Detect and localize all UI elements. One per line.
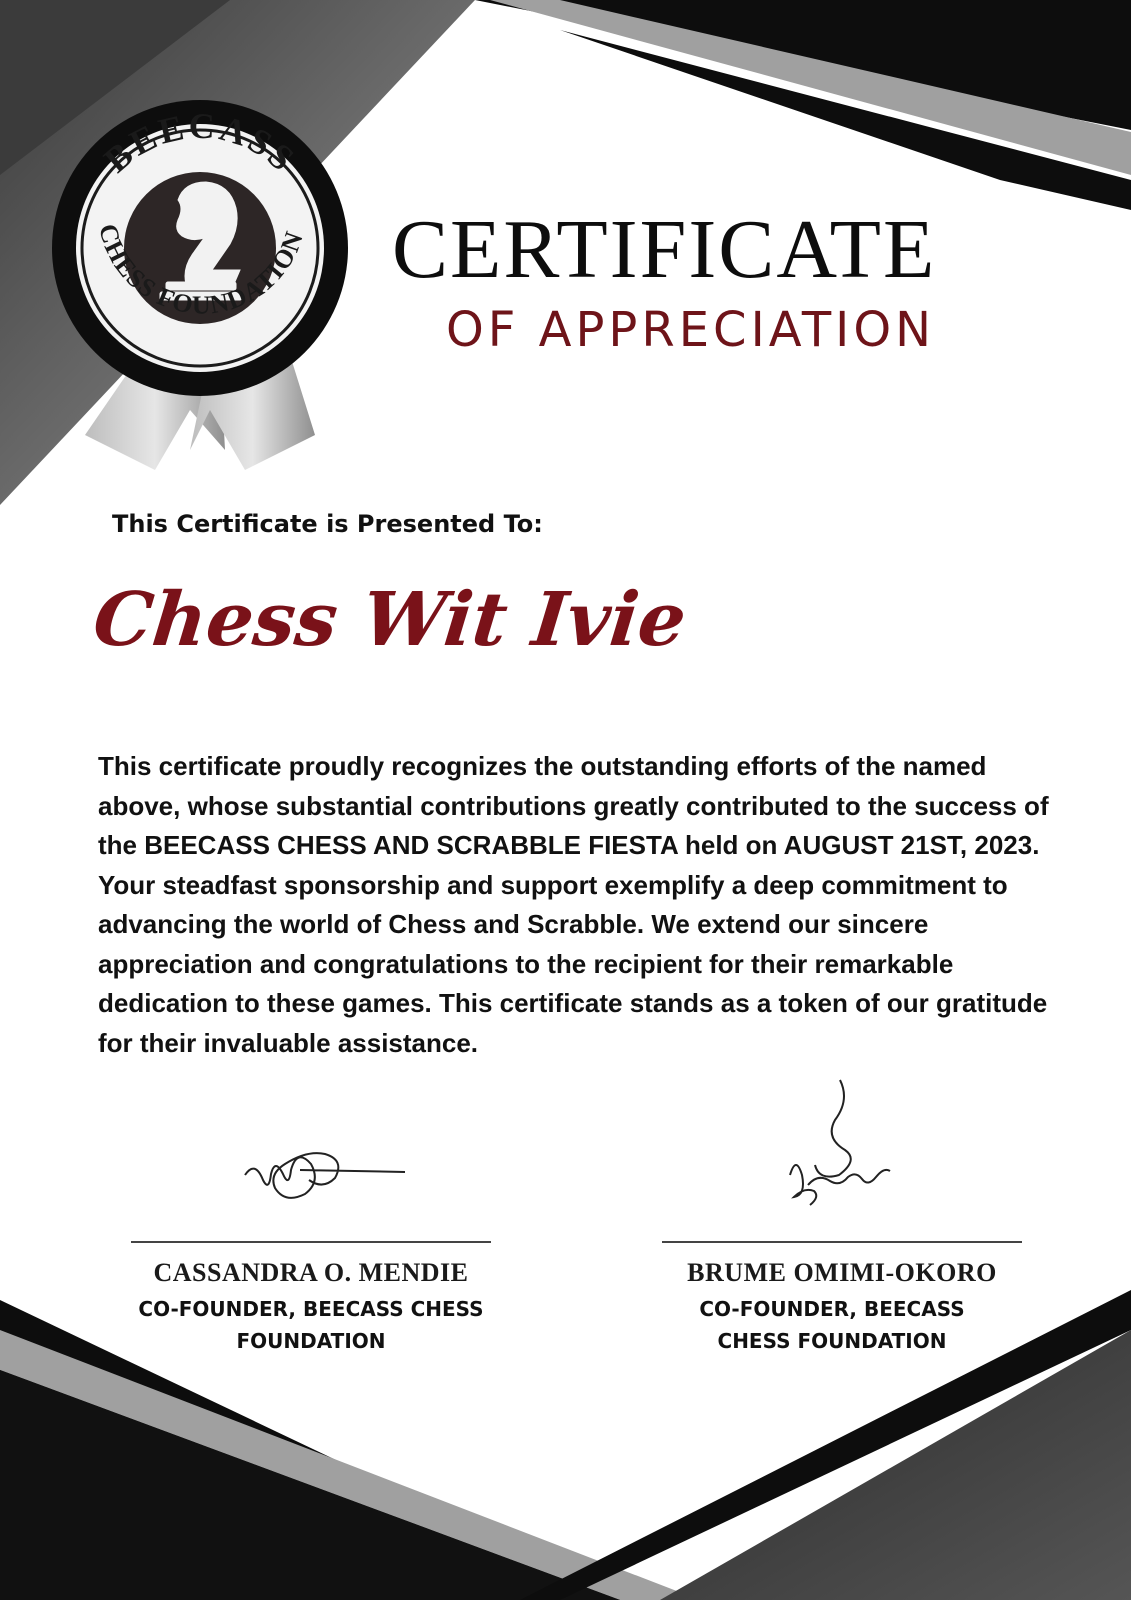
signature-line-1 — [131, 1241, 491, 1243]
signatory-1-role: CO-FOUNDER, BEECASS CHESS FOUNDATION — [138, 1297, 484, 1353]
signatory-2-name: BRUME OMIMI-OKORO — [687, 1258, 997, 1287]
presented-to-label: This Certificate is Presented To: — [112, 510, 543, 538]
signatory-1-name: CASSANDRA O. MENDIE — [153, 1258, 469, 1287]
signatory-2-role: CO-FOUNDER, BEECASS CHESS FOUNDATION — [699, 1297, 965, 1353]
certificate-title: CERTIFICATE — [392, 203, 937, 296]
svg-text:CHESS FOUNDATION — [93, 221, 309, 320]
seal-bottom-text: CHESS FOUNDATION — [93, 220, 309, 320]
signature-line-2 — [662, 1241, 1022, 1243]
seal-top-text: BEECASS — [96, 105, 304, 181]
svg-text:BEECASS — [96, 106, 304, 181]
signature-2 — [780, 1075, 920, 1225]
recipient-name: Chess Wit Ivie — [89, 577, 691, 663]
bottom-left-black-stripe — [0, 1370, 620, 1600]
certificate-body-text: This certificate proudly recognizes the outstanding efforts of the named above, whose substantial contributions greatly contributed to the success of the BEECASS CHESS AND SCRABBLE FIESTA held on AUGUST 21ST, 2023. Your steadfast sponsorship and support exemplify a deep commitment to advancing the world of Chess and Scrabble. We extend our sincere appreciation and congratulations to the recipient for their remarkable dedication to these games. This certificate stands as a token of our gratitude for their invaluable assistance. — [98, 751, 1049, 1058]
seal-lettering — [52, 100, 348, 396]
certificate-subtitle: OF APPRECIATION — [446, 302, 935, 358]
signature-1 — [240, 1130, 410, 1210]
bottom-right-corner-shape — [660, 1330, 1131, 1600]
